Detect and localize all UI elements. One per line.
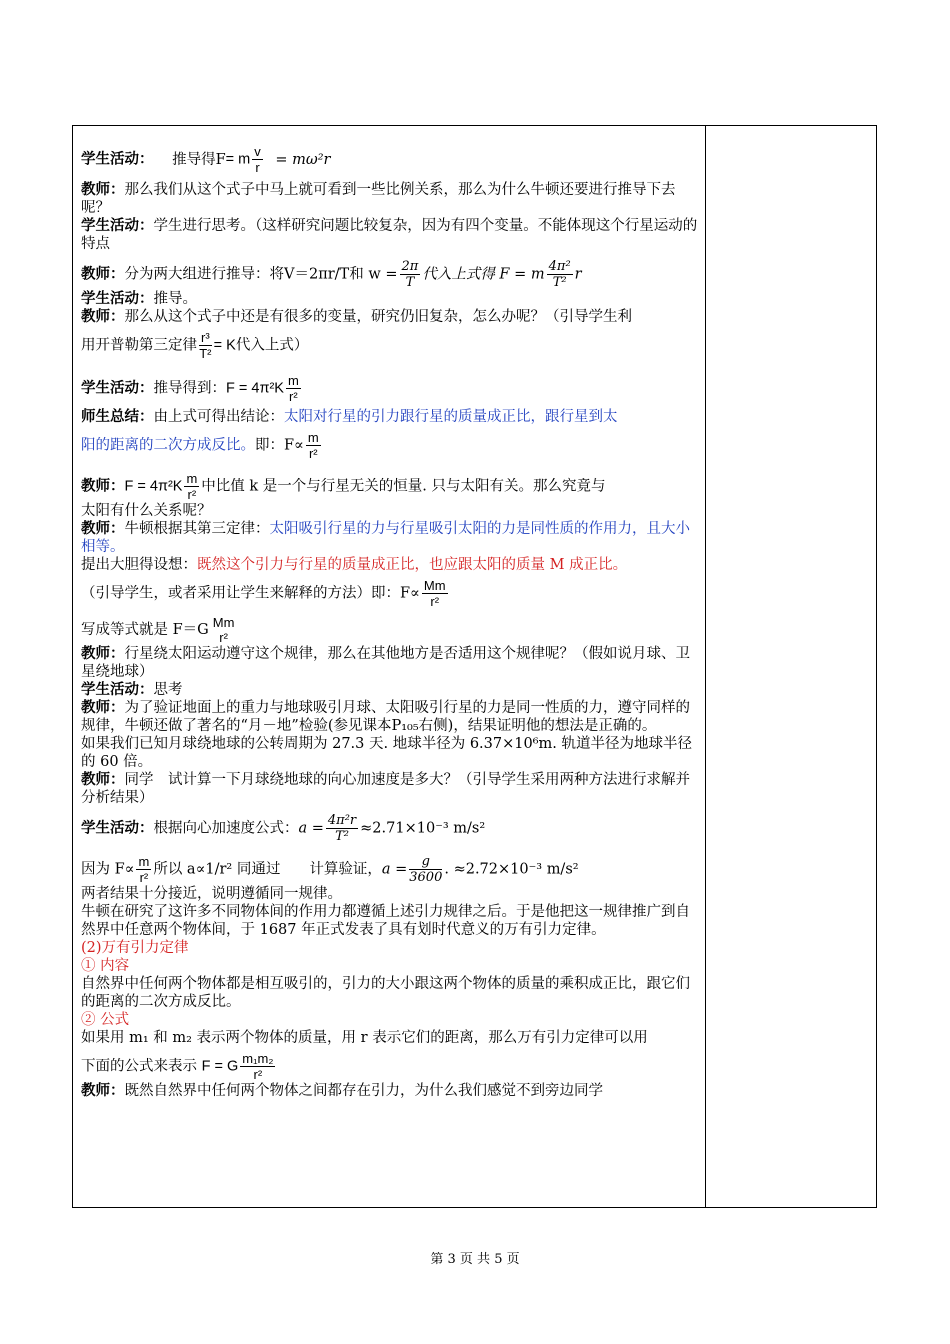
label: 教师： [81,771,125,788]
fraction [252,144,263,175]
equation: F = G [201,1058,239,1075]
text: 下面的公式来表示 [81,1058,197,1075]
fraction [409,854,442,885]
line-3 [81,217,698,253]
denominator: r² [289,389,298,404]
line-30 [81,1029,698,1047]
text: 那么我们从这个式子中马上就可看到一些比例关系，那么为什么牛顿还要进行推导下去呢？ [81,182,676,216]
denominator: r² [253,1067,263,1082]
denominator: r² [139,870,149,885]
line-21 [81,771,698,807]
text: 自然界中任何两个物体都是相互吸引的，引力的大小跟这两个物体的质量的乘积成正比，跟它们的距离的二次方成反比。 [81,976,690,1010]
text: 那么从这个式子中还是有很多的变量，研究仍旧复杂，怎么办呢？（引导学生利 [124,309,632,325]
subsection-heading: ② 公式 [81,1012,130,1028]
denominator: T [405,275,415,290]
text: 所以 a∝1/r² 同通过 计算验证， [153,861,382,878]
text: 学生进行思考。（这样研究问题比较复杂，因为有四个变量。不能体现这个行星运动的特点 [81,218,698,252]
text: 如果我们已知月球绕地球的公转周期为 27.3 天. 地球半径为 6.37×10⁶m. 轨道半径为地球半径的 60 倍。 [81,736,692,770]
text: 同学 试计算一下月球绕地球的向心加速度是多大？（引导学生采用两种方法进行求解并分析结果） [81,772,690,806]
label: 学生活动： [81,290,154,307]
numerator: 4π²r [327,813,357,828]
numerator: m₁m₂ [242,1051,274,1066]
line-29 [81,1011,698,1029]
label: 学生活动： [81,379,154,397]
fraction [240,1051,275,1082]
numerator: r³ [201,330,210,345]
denominator: T² [335,829,349,844]
line-32 [81,1082,698,1100]
line-20 [81,735,698,771]
conclusion-text: 太阳对行星的引力跟行星的质量成正比，跟行星到太 [284,409,618,425]
denominator: r² [430,594,440,609]
numerator: 4π² [548,259,571,274]
line-14 [81,556,698,574]
line-23 [81,854,698,885]
label: 学生活动： [81,217,154,234]
fraction [422,578,448,609]
numerator: Mm [423,578,446,593]
text: 推导。 [153,291,197,307]
numerator: m [138,854,150,869]
text: 太阳有什么关系呢？ [81,503,212,519]
text: 分为两大组进行推导：将V＝2πr/T和 w = [124,266,398,283]
text: 即：F∝ [255,437,304,454]
line-31 [81,1051,698,1082]
fraction [326,813,358,844]
label: 教师： [81,477,125,495]
line-27 [81,957,698,975]
line-25 [81,903,698,939]
conclusion-text: 阳的距离的二次方成反比。 [81,437,255,454]
label: 教师： [81,308,125,325]
text: （引导学生，或者采用让学生来解释的方法）即：F∝ [81,585,420,602]
text: 推导得F [172,151,226,168]
denominator: T² [552,275,567,290]
line-9 [81,408,698,426]
line-13 [81,520,698,556]
numerator: m [307,430,319,445]
text: 两者结果十分接近，说明遵循同一规律。 [81,886,342,902]
text: 因为 F∝ [81,861,135,878]
denominator: 3600 [409,870,443,885]
text: 牛顿根据其第三定律： [124,521,270,537]
line-5 [81,290,698,308]
denominator: r² [308,446,318,461]
label: 教师： [81,181,125,198]
text: 推导得到： [153,380,226,397]
highlight-text: 太阳吸引行星的力与行星吸引太阳的力是同性质的作用力，且大小相等。 [81,521,690,555]
numerator: m [186,471,198,486]
text: 根据向心加速度公式： [153,820,299,837]
denominator: r [255,160,260,175]
equation: a = [381,861,408,878]
equation: F = 4π²K [124,478,183,495]
label: 学生活动： [81,681,154,698]
label: 学生活动： [81,150,154,168]
result: ≈2.71×10⁻³ m/s² [360,820,486,837]
line-24 [81,885,698,903]
label: 教师： [81,645,125,662]
numerator: v [254,144,261,159]
subsection-heading: ① 内容 [81,958,130,974]
line-18 [81,681,698,699]
text: 行星绕太阳运动遵守这个规律，那么在其他地方是否适用这个规律呢？（假如说月球、卫星绕地球） [81,646,690,680]
label: 师生总结： [81,408,154,425]
text: 中比值 k 是一个与行星无关的恒量. 只与太阳有关。那么究竟与 [201,478,606,495]
text: 既然自然界中任何两个物体之间都存在引力，为什么我们感觉不到旁边同学 [124,1083,603,1099]
text: 牛顿在研究了这许多不同物体间的作用力都遵循上述引力规律之后。于是他把这一规律推广到自然界中任意两个物体间，于 1687 年正式发表了具有划时代意义的万有引力定律。 [81,904,690,938]
text: 提出大胆得设想： [81,557,197,573]
line-6 [81,308,698,326]
text: 思考 [153,682,183,698]
fraction [400,259,421,290]
fraction [547,259,573,290]
denominator: r² [187,487,197,502]
text: 写成等式就是 F＝G [81,622,209,638]
line-4 [81,259,698,290]
line-11 [81,471,698,502]
fraction [211,615,237,645]
fraction [199,330,212,361]
fraction [184,471,199,502]
text: 由上式可得出结论： [153,409,284,425]
label: 教师： [81,520,125,537]
line-8 [81,373,698,404]
label: 教师： [81,265,125,283]
numerator: Mm [212,615,235,630]
label: 教师： [81,1082,125,1099]
equation: = m [225,151,251,168]
line-2 [81,181,698,217]
lesson-content [81,140,698,1100]
fraction [286,373,301,404]
column-divider [705,126,706,1207]
lesson-table [72,125,877,1208]
line-12 [81,502,698,520]
fraction [306,430,321,461]
result: . ≈2.72×10⁻³ m/s² [444,861,579,878]
line-1 [81,144,698,175]
text: r [574,266,582,283]
equation-tail: = mω²r [275,151,331,168]
label: 学生活动： [81,819,154,837]
text: 为了验证地面上的重力与地球吸引月球、太阳吸引行星的力是同一性质的力，遵守同样的规律，牛顿还做了著名的“月－地”检验(参见课本P₁₀₅右侧)，结果证明他的想法是正确的。 [81,700,690,734]
numerator: g [409,854,442,870]
label: 教师： [81,699,125,716]
line-17 [81,645,698,681]
numerator: 2π [401,259,419,274]
hypothesis-text: 既然这个引力与行星的质量成正比，也应跟太阳的质量 M 成正比。 [197,557,628,573]
line-10 [81,430,698,461]
section-heading: (2)万有引力定律 [81,940,189,956]
line-28 [81,975,698,1011]
denominator: T² [199,346,212,361]
line-16 [81,615,698,645]
text: 代入上式得 F = m [422,266,545,283]
text: 如果用 m₁ 和 m₂ 表示两个物体的质量，用 r 表示它们的距离，那么万有引力定律可以用 [81,1030,648,1046]
equation: F = 4π²K [226,380,284,397]
numerator: m [287,373,299,388]
text: = K代入上式） [213,337,309,354]
line-19 [81,699,698,735]
denominator: r² [219,630,228,645]
page-footer: 第 3 页 共 5 页 [430,1252,520,1267]
line-22 [81,813,698,844]
line-15 [81,578,698,609]
line-26 [81,939,698,957]
equation: a = [298,820,324,837]
fraction [136,854,151,885]
text: 用开普勒第三定律 [81,337,197,354]
line-7 [81,330,698,361]
